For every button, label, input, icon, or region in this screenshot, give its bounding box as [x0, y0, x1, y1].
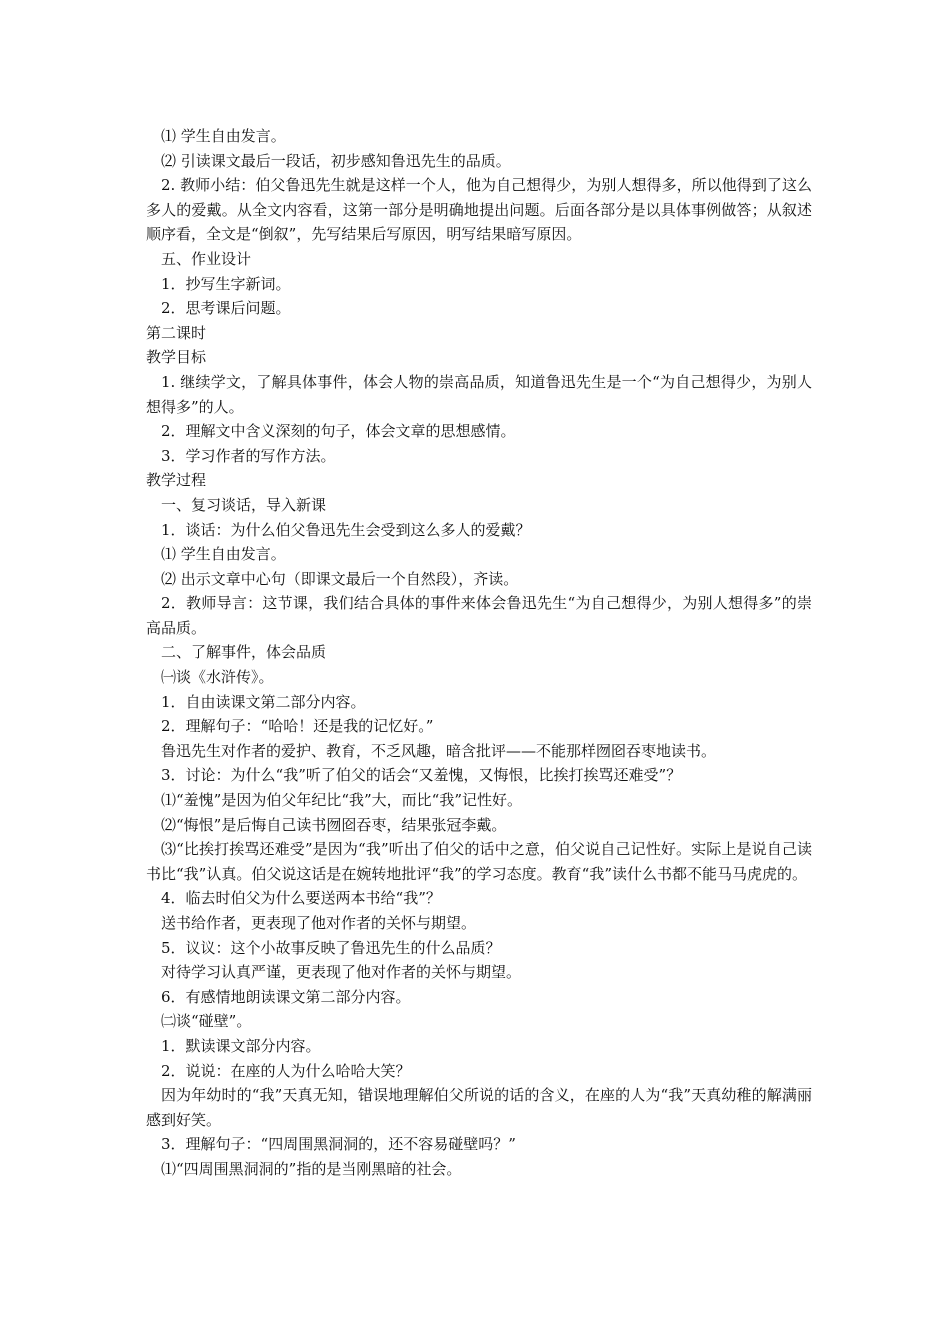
paragraph: 因为年幼时的“我”天真无知，错误地理解伯父所说的话的含义，在座的人为“我”天真幼稚的解满丽感到好笑。 [146, 1086, 812, 1129]
paragraph: ⑴ 学生自由发言。 [161, 127, 286, 145]
paragraph: 3．学习作者的写作方法。 [161, 446, 336, 465]
subsection-heading: ㈡谈“碰壁”。 [161, 1012, 252, 1031]
paragraph: ⑴“羞愧”是因为伯父年纪比“我”大，而比“我”记性好。 [161, 791, 523, 810]
paragraph: ⑵ 引读课文最后一段话，初步感知鲁迅先生的品质。 [161, 151, 511, 170]
paragraph: 2．教师导言：这节课，我们结合具体的事件来体会鲁迅先生“为自己想得少，为别人想得多”的崇高品质。 [146, 594, 812, 637]
section-heading: 教学目标 [146, 348, 207, 367]
paragraph: 2．理解句子：“哈哈！还是我的记忆好。” [161, 717, 434, 736]
paragraph: 1．抄写生字新词。 [161, 274, 291, 293]
paragraph: ⑵“悔恨”是后悔自己读书囫囵吞枣，结果张冠李戴。 [161, 815, 507, 834]
paragraph: 1．谈话：为什么伯父鲁迅先生会受到这么多人的爱戴？ [161, 520, 531, 539]
subsection-heading: ㈠谈《水浒传》。 [161, 668, 274, 687]
paragraph: 3．理解句子：“四周围黑洞洞的，还不容易碰壁吗？” [161, 1135, 516, 1154]
paragraph: 送书给作者，更表现了他对作者的关怀与期望。 [161, 914, 477, 932]
document-body [146, 124, 812, 1182]
section-heading: 教学过程 [146, 471, 207, 490]
paragraph: 2. 教师小结：伯父鲁迅先生就是这样一个人，他为自己想得少，为别人想得多，所以他得到了这么多人的爱戴。从全文内容看，这第一部分是明确地提出问题。后面各部分是以具体事例做答；从叙述顺序看，全文是“倒叙”，先写结果后写原因，明写结果暗写原因。 [146, 176, 812, 244]
paragraph: 2．思考课后问题。 [161, 299, 291, 318]
paragraph: 鲁迅先生对作者的爱护、教育，不乏风趣，暗含批评——不能那样囫囵吞枣地读书。 [161, 741, 717, 760]
paragraph: 5．议议：这个小故事反映了鲁迅先生的什么品质？ [161, 938, 501, 957]
paragraph: 1. 继续学文，了解具体事件，体会人物的崇高品质，知道鲁迅先生是一个“为自己想得少，为别人想得多”的人。 [146, 372, 812, 416]
section-heading: 二、了解事件，体会品质 [161, 643, 327, 662]
paragraph: ⑵ 出示文章中心句（即课文最后一个自然段），齐读。 [161, 569, 519, 588]
section-heading: 五、作业设计 [161, 249, 252, 268]
paragraph: 2．理解文中含义深刻的句子，体会文章的思想感情。 [161, 422, 516, 441]
paragraph: 2．说说：在座的人为什么哈哈大笑？ [161, 1061, 411, 1080]
paragraph: 1．默读课文部分内容。 [161, 1036, 321, 1055]
lesson-title: 第二课时 [146, 323, 207, 342]
paragraph: ⑴ 学生自由发言。 [161, 545, 286, 564]
paragraph: 对待学习认真严谨，更表现了他对作者的关怀与期望。 [161, 963, 522, 982]
paragraph: ⑴“四周围黑洞洞的”指的是当刚黑暗的社会。 [161, 1159, 462, 1178]
section-heading: 一、复习谈话，导入新课 [161, 495, 327, 514]
paragraph: 4．临去时伯父为什么要送两本书给“我”？ [161, 889, 441, 908]
paragraph: ⑶“比挨打挨骂还难受”是因为“我”听出了伯父的话中之意，伯父说自己记性好。实际上是说自己读书比“我”认真。伯父说这话是在婉转地批评“我”的学习态度。教育“我”读什么书都不能马马虎虎的。 [146, 840, 812, 883]
paragraph: 3．讨论：为什么“我”听了伯父的话会“又羞愧，又悔恨，比挨打挨骂还难受”？ [161, 766, 682, 785]
paragraph: 1．自由读课文第二部分内容。 [161, 692, 366, 711]
paragraph: 6．有感情地朗读课文第二部分内容。 [161, 987, 411, 1006]
